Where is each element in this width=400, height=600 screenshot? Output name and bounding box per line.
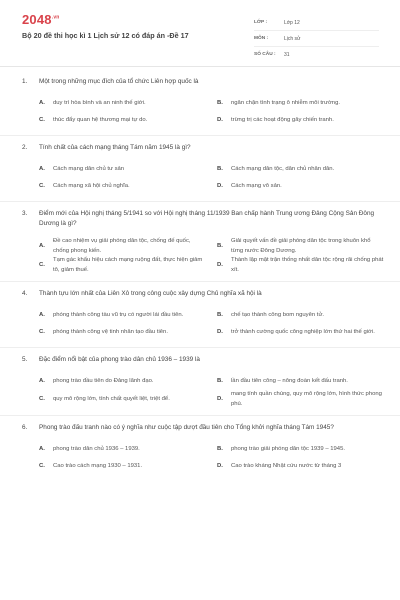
question-header [0,355,400,365]
option-text: phong trào giải phóng dân tộc 1939 – 1945. [231,445,345,452]
option-text: Cao trào kháng Nhật cứu nước từ tháng 3 [231,462,342,469]
option-letter: C. [39,395,45,402]
option-text: phóng thành công tàu vũ trụ có người lái đầu tiên. [53,311,184,318]
option-text: quy mô rộng lớn, tính chất quyết liệt, triệt để. [53,395,170,402]
option-letter: B. [217,445,223,452]
answer-option[interactable] [39,307,212,324]
meta-row-subject [254,31,379,47]
answer-option[interactable] [217,237,390,256]
answer-option[interactable] [39,458,212,475]
answer-option[interactable] [217,441,390,458]
option-letter: C. [39,116,45,123]
option-letter: D. [217,261,223,268]
meta-label: SỐ CÂU : [254,52,276,57]
answer-option[interactable] [217,390,390,409]
option-text: duy trì hòa bình và an ninh thế giới. [53,99,146,106]
question-header [0,77,400,87]
option-letter: C. [39,462,45,469]
meta-value: Lớp 12 [284,19,300,26]
answer-option[interactable] [39,390,212,409]
question-block [0,423,400,475]
answer-option[interactable] [39,178,212,195]
option-text: phong trào dân chủ 1936 – 1939. [53,445,140,452]
question-block [0,289,400,348]
option-letter: B. [217,99,223,106]
question-number: 6. [22,424,28,431]
question-divider [0,201,400,202]
option-letter: B. [217,165,223,172]
question-block [0,209,400,282]
option-text: lần đầu tiên công – nông đoàn kết đấu tranh. [231,377,348,384]
answer-option[interactable] [217,256,390,275]
option-letter: D. [217,462,223,469]
answer-option[interactable] [217,161,390,178]
option-text: Tạm gác khẩu hiệu cách mạng ruộng đất, thực hiện giảm tô, giảm thuế. [53,257,203,273]
question-number: 5. [22,356,28,363]
option-text: ngăn chặn tình trạng ô nhiễm môi trường. [231,99,340,106]
option-text: Giải quyết vấn đề giải phóng dân tộc trong khuôn khổ từng nước Đông Dương. [231,238,371,254]
option-text: Cách mạng dân tộc, dân chủ nhân dân. [231,165,335,172]
question-text: Thành tựu lớn nhất của Liên Xô trong công cuộc xây dựng Chủ nghĩa xã hội là [39,290,262,297]
option-text: Cách mạng vô sản. [231,182,282,189]
option-letter: A. [39,377,45,384]
question-number: 4. [22,290,28,297]
answer-option[interactable] [217,324,390,341]
answer-option[interactable] [39,441,212,458]
option-letter: A. [39,99,45,106]
option-letter: D. [217,182,223,189]
question-header [0,209,400,229]
logo-suffix: .vn [51,14,60,21]
answer-option[interactable] [39,112,212,129]
site-logo[interactable] [22,12,60,27]
answer-option[interactable] [217,178,390,195]
option-text: mang tính quần chúng, quy mô rộng lớn, hình thức phong phú. [231,391,382,407]
header-divider [0,66,400,67]
option-letter: D. [217,328,223,335]
option-letter: A. [39,311,45,318]
answer-option[interactable] [217,95,390,112]
option-letter: D. [217,395,223,402]
question-text: Điểm mới của Hội nghị tháng 5/1941 so với Hội nghị tháng 11/1939 Ban chấp hành Trung ương Đảng Cộng Sản Đông Dương là gì? [39,210,375,227]
document-title: Bộ 20 đề thi học kì 1 Lịch sử 12 có đáp án -Đề 17 [22,31,189,40]
question-block [0,143,400,202]
answer-options [0,307,400,341]
question-text: Đặc điểm nổi bật của phong trào dân chủ 1936 – 1939 là [39,356,200,363]
meta-row-count [254,47,379,62]
question-number: 2. [22,144,28,151]
option-letter: C. [39,261,45,268]
answer-options [0,95,400,129]
option-text: trở thành cường quốc công nghiệp lớn thứ hai thế giới. [231,328,375,335]
question-divider [0,135,400,136]
option-letter: B. [217,311,223,318]
answer-option[interactable] [39,95,212,112]
answer-option[interactable] [217,458,390,475]
option-letter: C. [39,328,45,335]
answer-options [0,441,400,475]
option-letter: B. [217,242,223,249]
option-text: phong trào đầu tiên do Đảng lãnh đạo. [53,377,154,384]
question-divider [0,415,400,416]
question-divider [0,347,400,348]
option-text: trừng trị các hoạt động gây chiến tranh. [231,116,334,123]
page-header [0,0,400,62]
option-text: Cách mạng dân chủ tư sản [53,165,125,172]
option-text: phóng thành công vệ tinh nhân tạo đầu tiên. [53,328,168,335]
option-letter: B. [217,377,223,384]
question-divider [0,281,400,282]
answer-option[interactable] [217,307,390,324]
question-header [0,143,400,153]
option-text: Cao trào cách mạng 1930 – 1931. [53,462,143,469]
question-text: Tính chất của cách mạng tháng Tám năm 1945 là gì? [39,144,191,151]
meta-row-class [254,15,379,31]
answer-options [0,161,400,195]
option-letter: A. [39,445,45,452]
meta-value: 31 [284,51,290,58]
answer-option[interactable] [39,237,212,256]
question-list [0,77,400,475]
question-text: Một trong những mục đích của tổ chức Liên hợp quốc là [39,78,199,85]
answer-option[interactable] [39,324,212,341]
question-header [0,289,400,299]
option-letter: C. [39,182,45,189]
question-block [0,77,400,136]
question-text: Phong trào đấu tranh nào có ý nghĩa như cuộc tập dượt đầu tiên cho Tổng khởi nghĩa tháng Tám 1945? [39,424,334,431]
option-letter: A. [39,242,45,249]
answer-option[interactable] [217,112,390,129]
option-letter: A. [39,165,45,172]
answer-options [0,237,400,275]
meta-label: LỚP : [254,20,268,25]
meta-value: Lịch sử [284,35,301,42]
option-text: thúc đẩy quan hệ thương mại tự do. [53,116,148,123]
question-block [0,355,400,416]
option-text: Thành lập mặt trận thống nhất dân tộc rộng rãi chống phát xít. [231,257,384,273]
option-text: Cách mạng xã hội chủ nghĩa. [53,182,130,189]
answer-option[interactable] [39,256,212,275]
logo-text: 2048 [22,12,52,27]
exam-meta-table [254,15,379,62]
question-number: 1. [22,78,28,85]
question-number: 3. [22,210,28,217]
question-header [0,423,400,433]
answer-option[interactable] [39,373,212,390]
meta-label: MÔN : [254,36,269,41]
answer-options [0,373,400,409]
option-letter: D. [217,116,223,123]
option-text: Đề cao nhiệm vụ giải phóng dân tộc, chống đế quốc, chống phong kiến. [53,238,191,254]
answer-option[interactable] [217,373,390,390]
answer-option[interactable] [39,161,212,178]
option-text: chế tạo thành công bom nguyên tử. [231,311,325,318]
